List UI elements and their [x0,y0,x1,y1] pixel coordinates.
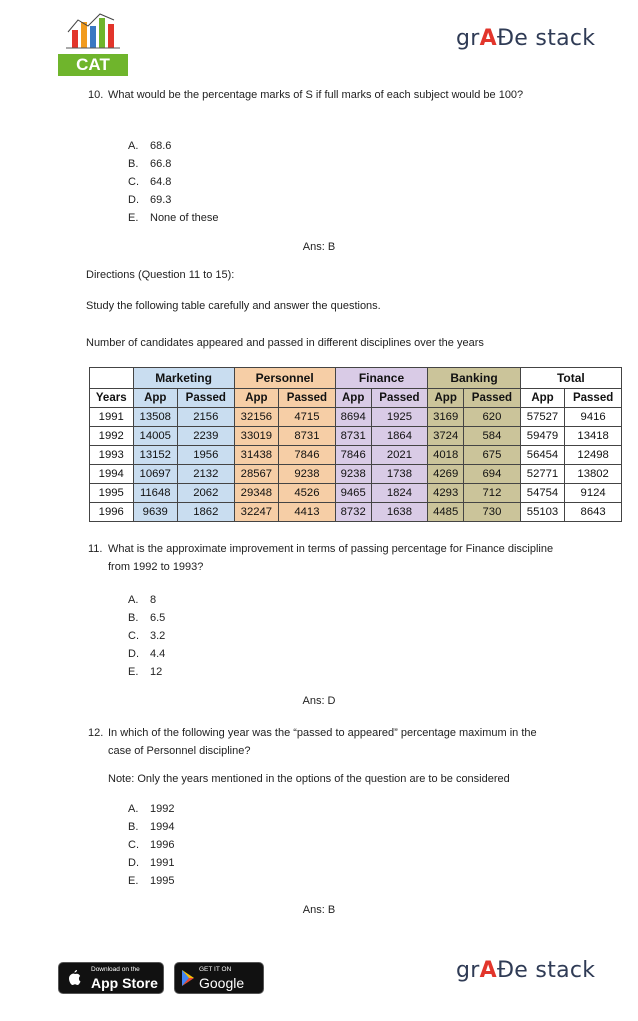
play-big-text: Google play [199,975,245,1007]
question-text: What would be the percentage marks of S if full marks of each subject would be 100? [108,89,524,101]
table-cell: 13508 [133,408,177,427]
answer-12: Ans: B [302,904,336,916]
years-header: Years [90,389,134,408]
table-cell: 55103 [520,503,564,522]
table-cell: 9238 [335,465,371,484]
brand-text-right: Ɖe stack [496,958,596,983]
table-cell: 9238 [279,465,336,484]
table-cell: 31438 [234,446,278,465]
table-cell: 8731 [279,427,336,446]
table-cell: 1738 [371,465,428,484]
table-cell: 4526 [279,484,336,503]
table-cell: 1862 [177,503,234,522]
question-number: 10. [88,89,104,101]
group-personnel: Personnel [234,368,335,389]
table-row [90,427,622,446]
table-cell: 675 [464,446,521,465]
table-cell: 4413 [279,503,336,522]
table-cell: 9416 [565,408,622,427]
table-cell: 11648 [133,484,177,503]
table-cell: 3724 [428,427,464,446]
table-cell: 3169 [428,408,464,427]
year-cell: 1995 [90,484,134,503]
table-cell: 56454 [520,446,564,465]
table-row [90,484,622,503]
table-cell: 2132 [177,465,234,484]
table-cell: 9124 [565,484,622,503]
answer-11: Ans: D [302,695,336,707]
option: A. 68.6 [128,140,172,152]
q11-options [128,591,165,681]
option: B. 66.8 [128,158,172,170]
question-text: In which of the following year was the “passed to appeared” percentage maximum in the case of Personnel discipline? [108,727,537,757]
table-cell: 1925 [371,408,428,427]
brand-text-left: gr [456,958,480,983]
option: C. 1996 [128,839,175,851]
table-cell: 4715 [279,408,336,427]
cat-logo [58,10,128,76]
table-cell: 7846 [335,446,371,465]
appstore-small-text: Download on the [91,966,140,973]
table-cell: 730 [464,503,521,522]
question-12 [88,724,558,760]
table-cell: 4293 [428,484,464,503]
candidates-table [89,367,622,522]
table-cell: 8732 [335,503,371,522]
table-cell: 32156 [234,408,278,427]
table-cell: 10697 [133,465,177,484]
table-cell: 29348 [234,484,278,503]
table-cell: 584 [464,427,521,446]
table-cell: 28567 [234,465,278,484]
apple-icon [67,969,81,986]
option: E. 1995 [128,875,175,887]
question-number: 12. [88,727,104,739]
blank-cell [90,368,134,389]
q10-options [128,137,219,227]
table-cell: 9639 [133,503,177,522]
option: E. 12 [128,666,163,678]
group-marketing: Marketing [133,368,234,389]
table-body [90,408,622,522]
group-banking: Banking [428,368,521,389]
study-instruction: Study the following table carefully and answer the questions. [86,300,381,312]
year-cell: 1992 [90,427,134,446]
table-sub-header: Years App Passed App Passed App Passed App Passed App Passed [90,389,622,408]
table-cell: 14005 [133,427,177,446]
table-cell: 13418 [565,427,622,446]
table-row [90,446,622,465]
table-cell: 33019 [234,427,278,446]
table-cell: 1864 [371,427,428,446]
table-cell: 8694 [335,408,371,427]
brand-text-mid: A [479,958,497,983]
option: A. 1992 [128,803,175,815]
year-cell: 1994 [90,465,134,484]
table-cell: 57527 [520,408,564,427]
directions: Directions (Question 11 to 15): [86,269,235,281]
table-cell: 1956 [177,446,234,465]
answer-10: Ans: B [302,241,336,253]
group-total: Total [520,368,621,389]
question-10 [88,86,558,104]
table-cell: 54754 [520,484,564,503]
group-finance: Finance [335,368,428,389]
google-play-button[interactable] [174,962,264,1007]
table-cell: 7846 [279,446,336,465]
question-12-note: Note: Only the years mentioned in the options of the question are to be considered [108,773,510,785]
year-cell: 1993 [90,446,134,465]
table-cell: 13802 [565,465,622,484]
table-cell: 620 [464,408,521,427]
table-cell: 59479 [520,427,564,446]
year-cell: 1996 [90,503,134,522]
play-small-text: GET IT ON [199,966,232,973]
table-cell: 4485 [428,503,464,522]
table-cell: 9465 [335,484,371,503]
table-title: Number of candidates appeared and passed in different disciplines over the years [86,337,484,349]
option: D. 69.3 [128,194,172,206]
table-cell: 1638 [371,503,428,522]
table-cell: 13152 [133,446,177,465]
option: C. 64.8 [128,176,172,188]
table-row [90,408,622,427]
gradestack-logo-footer [456,958,595,983]
table-cell: 694 [464,465,521,484]
table-group-header [90,368,622,389]
table-cell: 4018 [428,446,464,465]
question-text: What is the approximate improvement in terms of passing percentage for Finance discipline from 1992 to 1993? [108,543,554,573]
table-cell: 2239 [177,427,234,446]
table-cell: 52771 [520,465,564,484]
option: A. 8 [128,594,157,606]
table-cell: 2062 [177,484,234,503]
q12-options [128,800,174,890]
table-cell: 8731 [335,427,371,446]
table-cell: 1824 [371,484,428,503]
question-11 [88,540,558,576]
option: D. 4.4 [128,648,166,660]
brand-text-left: gr [456,26,480,51]
table-cell: 12498 [565,446,622,465]
option: B. 1994 [128,821,175,833]
option: C. 3.2 [128,630,166,642]
option: D. 1991 [128,857,175,869]
gradestack-logo [456,26,595,51]
cat-badge: CAT [58,54,128,76]
table-row [90,465,622,484]
table-cell: 2021 [371,446,428,465]
table-cell: 32247 [234,503,278,522]
brand-text-right: Ɖe stack [496,26,596,51]
question-number: 11. [88,543,103,555]
table-cell: 712 [464,484,521,503]
table-cell: 4269 [428,465,464,484]
table-cell: 2156 [177,408,234,427]
table-row [90,503,622,522]
bar-chart-icon [58,10,128,54]
option: E. None of these [128,212,219,224]
app-store-button[interactable] [58,962,164,994]
appstore-big-text: App Store [91,975,158,991]
option: B. 6.5 [128,612,166,624]
table-cell: 8643 [565,503,622,522]
year-cell: 1991 [90,408,134,427]
play-icon [181,970,195,986]
brand-text-mid: A [479,26,497,51]
